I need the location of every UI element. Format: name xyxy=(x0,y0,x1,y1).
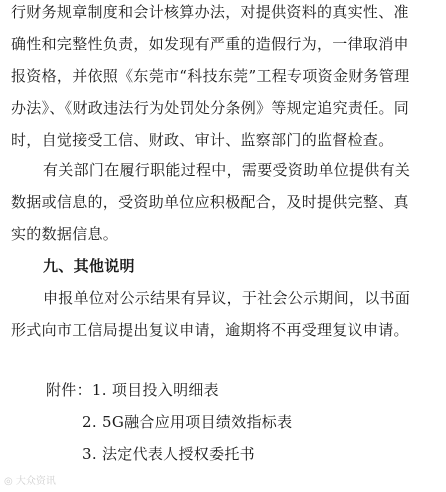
attachment-item: 3. 法定代表人授权委托书 xyxy=(82,445,255,463)
paragraph-line: 报资格，并依照《东莞市“科技东莞”工程专项资金财务管理 xyxy=(11,67,410,85)
attachment-label-line: 附件：1. 项目投入明细表 xyxy=(46,381,219,399)
section-heading: 九、其他说明 xyxy=(43,257,135,275)
paragraph-line: 确性和完整性负责，如发现有严重的造假行为，一律取消申 xyxy=(11,35,409,53)
paragraph-line: 数据或信息的，受资助单位应积极配合，及时提供完整、真 xyxy=(11,193,409,211)
paragraph-line: 行财务规章制度和会计核算办法，对提供资料的真实性、准 xyxy=(11,3,409,21)
watermark-icon: ◎ xyxy=(4,476,13,487)
paragraph-line: 办法》、《财政违法行为处罚处分条例》等规定追究责任。同 xyxy=(11,99,410,117)
watermark-text: 大众资讯 xyxy=(15,476,56,487)
paragraph-line: 时，自觉接受工信、财政、审计、监察部门的监督检查。 xyxy=(11,131,394,149)
paragraph-line: 申报单位对公示结果有异议，于社会公示期间，以书面 xyxy=(43,289,411,307)
paragraph-line: 实的数据信息。 xyxy=(11,225,119,243)
paragraph-line: 有关部门在履行职能过程中，需要受资助单位提供有关 xyxy=(43,161,411,179)
watermark xyxy=(4,472,56,487)
attachment-item: 2. 5G融合应用项目绩效指标表 xyxy=(82,413,293,431)
paragraph-line: 形式向市工信局提出复议申请，逾期将不再受理复议申请。 xyxy=(11,321,409,339)
